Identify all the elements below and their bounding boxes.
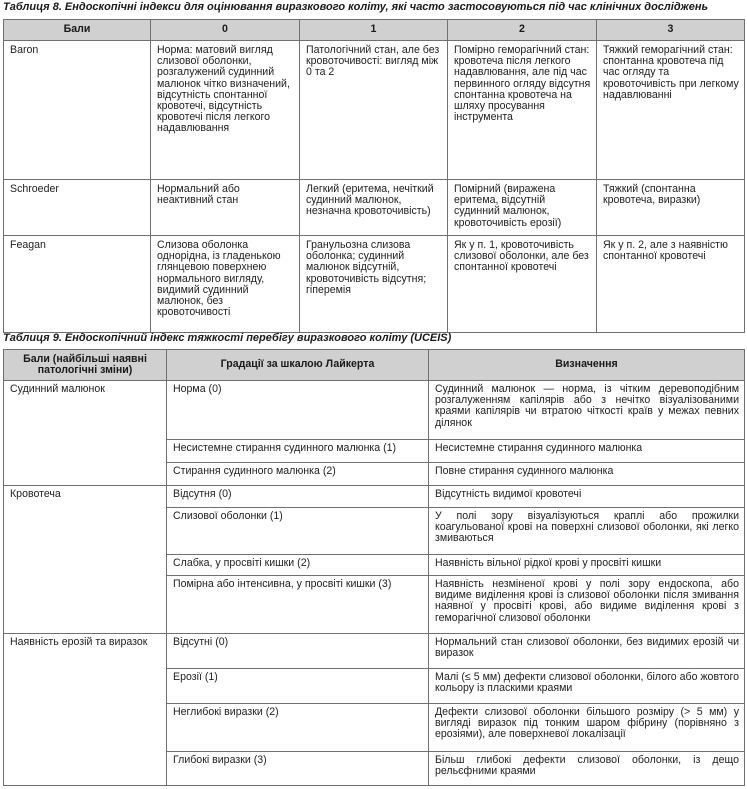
grade-definition: Повне стирання судинного малюнка xyxy=(429,463,745,486)
table8-header-3: 3 xyxy=(597,20,745,41)
likert-grade: Ерозії (1) xyxy=(167,669,429,704)
score-1-description: Легкий (еритема, нечіткий судинний малюнок, незначна кровоточивість) xyxy=(300,180,448,236)
table8-row-baron xyxy=(4,41,745,180)
table8-header-row xyxy=(4,20,745,41)
score-0-description: Норма: матовий вигляд слизової оболонки, розгалужений судинний малюнок чітко визначений, відсутність спонтанної кровотечі, відсутність кровотечі після легкого надавлювання xyxy=(151,41,300,180)
grade-definition: У полі зору візуалізуються краплі або прожилки коагульованої крові на поверхні слизової оболонки, які легко змиваються xyxy=(429,508,745,555)
table8-header-1: 1 xyxy=(300,20,448,41)
score-3-description: Тяжкий геморагічний стан: спонтанна кровотеча під час огляду та кровоточивість при легкому надавлюванні xyxy=(597,41,745,180)
index-name: Schroeder xyxy=(4,180,151,236)
grade-definition: Судинний малюнок — норма, із чітким деревоподібним розгалуженням капілярів або з нечітко візуалізованими краями капілярів чи втратою чіткості країв у межах певних ділянок xyxy=(429,381,745,440)
likert-grade: Слабка, у просвіті кишки (2) xyxy=(167,555,429,576)
table8-baron-schroeder-feagan xyxy=(3,19,745,333)
table8-header-0: 0 xyxy=(151,20,300,41)
likert-grade: Помірна або інтенсивна, у просвіті кишки (3) xyxy=(167,576,429,634)
grade-definition: Малі (≤ 5 мм) дефекти слизової оболонки, білого або жовтого кольору із пласкими краями xyxy=(429,669,745,704)
descriptor-erosions-ulcers: Наявність ерозій та виразок xyxy=(4,634,167,786)
score-3-description: Як у п. 2, але з наявністю спонтанної кровотечі xyxy=(597,236,745,333)
likert-grade: Відсутні (0) xyxy=(167,634,429,669)
likert-grade: Несистемне стирання судинного малюнка (1) xyxy=(167,440,429,463)
score-1-description: Патологічний стан, але без кровоточивості: вигляд між 0 та 2 xyxy=(300,41,448,180)
grade-definition: Наявність вільної рідкої крові у просвіті кишки xyxy=(429,555,745,576)
grade-definition: Дефекти слизової оболонки більшого розміру (> 5 мм) у вигляді виразок під тонким шаром фібрину (порівняно з ерозіями), але поверхневої локалізації xyxy=(429,704,745,752)
score-2-description: Як у п. 1, кровоточивість слизової оболонки, але без спонтанної кровотечі xyxy=(448,236,597,333)
score-0-description: Нормальний або неактивний стан xyxy=(151,180,300,236)
score-3-description: Тяжкий (спонтанна кровотеча, виразки) xyxy=(597,180,745,236)
likert-grade: Стирання судинного малюнка (2) xyxy=(167,463,429,486)
likert-grade: Глибокі виразки (3) xyxy=(167,752,429,786)
table8-header-score: Бали xyxy=(4,20,151,41)
likert-grade: Неглибокі виразки (2) xyxy=(167,704,429,752)
table-row xyxy=(4,634,745,669)
likert-grade: Норма (0) xyxy=(167,381,429,440)
table9-uceis xyxy=(3,349,745,786)
grade-definition: Відсутність видимої кровотечі xyxy=(429,486,745,508)
descriptor-bleeding: Кровотеча xyxy=(4,486,167,634)
likert-grade: Відсутня (0) xyxy=(167,486,429,508)
table8-caption: Таблиця 8. Ендоскопічні індекси для оцінювання виразкового коліту, які часто застосовуються під час клінічних досліджень xyxy=(3,1,709,13)
index-name: Feagan xyxy=(4,236,151,333)
table-row xyxy=(4,381,745,440)
table9-header-descriptor: Бали (найбільші наявні патологічні зміни) xyxy=(4,350,167,381)
likert-grade: Слизової оболонки (1) xyxy=(167,508,429,555)
score-2-description: Помірний (виражена еритема, відсутній судинний малюнок, кровоточивість ерозії) xyxy=(448,180,597,236)
score-2-description: Помірно геморагічний стан: кровотеча після легкого надавлювання, але під час первинного огляду відсутня спонтанна кровотеча на шляху просування інструмента xyxy=(448,41,597,180)
table8-row-feagan xyxy=(4,236,745,333)
table8-header-2: 2 xyxy=(448,20,597,41)
table-row xyxy=(4,486,745,508)
table9-header-definition: Визначення xyxy=(429,350,745,381)
table8-row-schroeder xyxy=(4,180,745,236)
descriptor-vascular-pattern: Судинний малюнок xyxy=(4,381,167,486)
index-name: Baron xyxy=(4,41,151,180)
grade-definition: Наявність незміненої крові у полі зору ендоскопа, або видиме виділення крові із слизової оболонки після змивання наявної у просвіті крові, або видиме виділення крові з геморагічної слизової оболонки xyxy=(429,576,745,634)
grade-definition: Більш глибокі дефекти слизової оболонки, із дещо рельєфними краями xyxy=(429,752,745,786)
grade-definition: Нормальний стан слизової оболонки, без видимих ерозій чи виразок xyxy=(429,634,745,669)
table9-caption: Таблиця 9. Ендоскопічний індекс тяжкості перебігу виразкового коліту (UCEIS) xyxy=(3,332,452,344)
table9-header-likert: Градації за шкалою Лайкерта xyxy=(167,350,429,381)
table9-header-row xyxy=(4,350,745,381)
score-0-description: Слизова оболонка однорідна, із гладенькою глянцевою поверхнею нормального вигляду, видимий судинний малюнок, без кровоточивості xyxy=(151,236,300,333)
score-1-description: Гранульозна слизова оболонка; судинний малюнок відсутній, кровоточивість відсутня; гіперемія xyxy=(300,236,448,333)
grade-definition: Несистемне стирання судинного малюнка xyxy=(429,440,745,463)
